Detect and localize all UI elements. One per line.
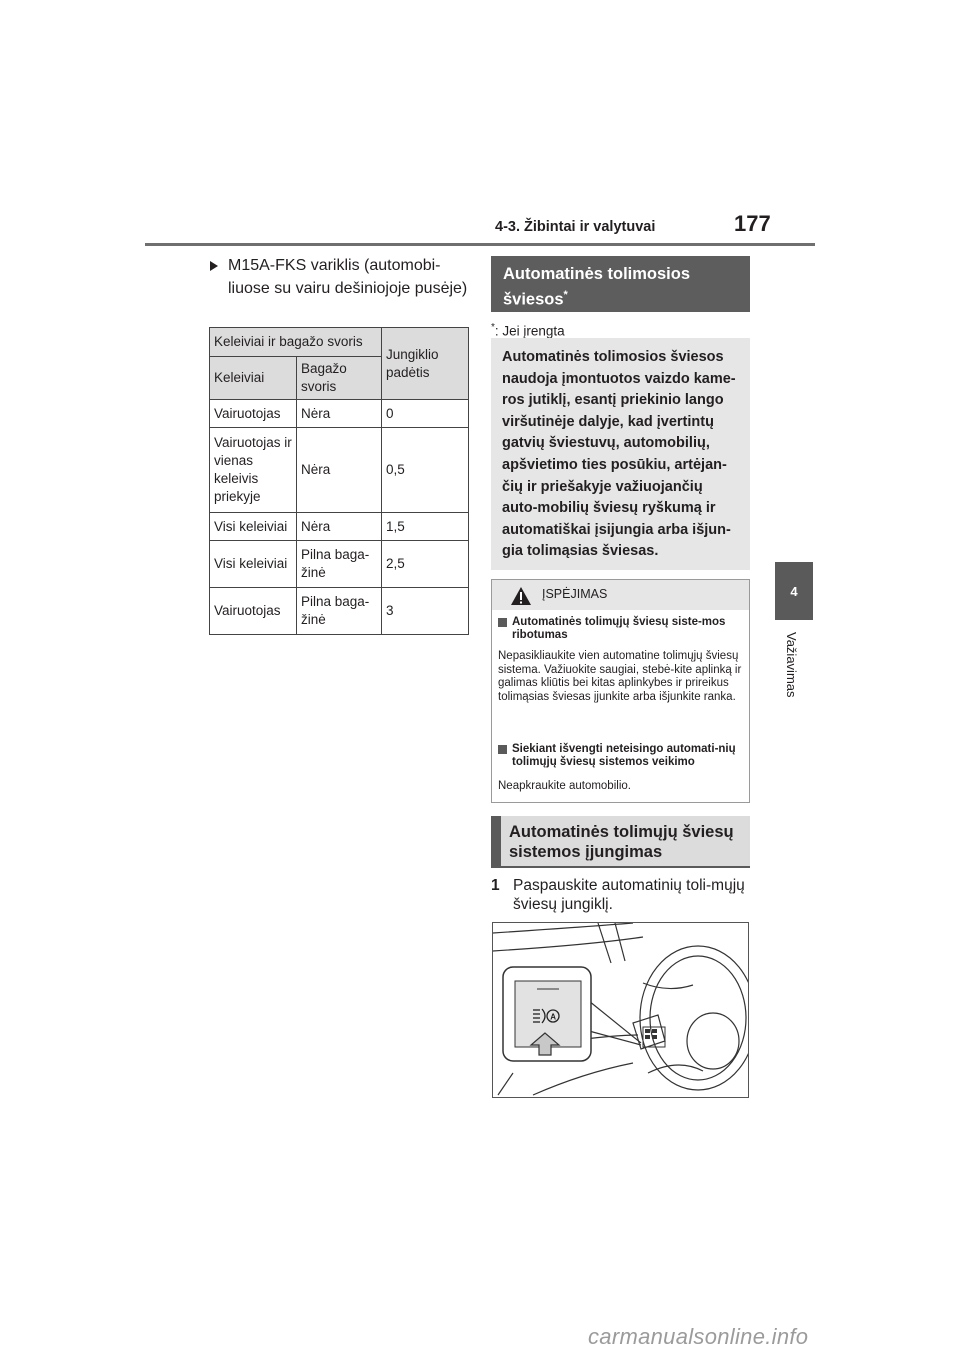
table-cell: 0 <box>382 400 469 428</box>
table-cell: 3 <box>382 588 469 635</box>
chapter-tab-number: 4 <box>790 584 798 599</box>
warning-text: Nepasikliaukite vien automatine tolimųjų šviesų sistema. Važiuokite saugiai, stebė-kite aplinką ir galimas kliūtis bei kitas aplinkybes ir prireikus tolimąsias šviesas įjunkite arba išjunkite ranka. <box>498 650 742 703</box>
table-row <box>210 400 469 428</box>
summary-box: Automatinės tolimosios šviesos naudoja įmontuotos vaizdo kame-ros jutiklį, esantį priekinio lango viršutinėje dalyje, kad įvertintų gatvių šviestuvų, automobilių, apšvietimo ties posūkiu, artėjan-čių ir priešakyje važiuojančių auto-mobilių šviesų ryškumą ir automatiškai įsijungia arba išjun-gia tolimąsias šviesas. <box>491 338 750 570</box>
heading-text: Automatinės tolimosios šviesos <box>503 265 691 309</box>
table-row <box>210 588 469 635</box>
table-cell: Vairuotojas ir vienas keleivis priekyje <box>210 428 297 513</box>
table-cell: Pilna baga-žinė <box>297 588 382 635</box>
table-header-luggage: Bagažo svoris <box>297 357 382 400</box>
watermark: carmanualsonline.info <box>588 1324 809 1349</box>
warning-subheading: Automatinės tolimųjų šviesų siste-mos ribotumas <box>498 616 738 642</box>
table-row <box>210 428 469 513</box>
load-switch-table <box>209 327 469 635</box>
page-number: 177 <box>734 211 771 236</box>
table-cell: Visi keleiviai <box>210 541 297 588</box>
footnote-text: : Jei įrengta <box>494 323 565 339</box>
bullet-text: M15A-FKS variklis (automobi-liuose su vairu dešiniojoje pusėje) <box>228 257 468 297</box>
dashboard-switch-illustration <box>492 922 749 1098</box>
table-header-passengers: Keleiviai <box>210 357 297 400</box>
warning-box <box>491 579 750 803</box>
warning-title: ĮSPĖJIMAS <box>542 587 608 601</box>
section-title: 4-3. Žibintai ir valytuvai <box>495 219 656 235</box>
footnote <box>491 322 565 339</box>
header-rule <box>145 243 815 246</box>
step-text: Paspauskite automatinių toli-mųjų šviesų jungiklį. <box>513 877 745 913</box>
table-row <box>210 513 469 541</box>
footnote-mark: * <box>563 289 568 301</box>
switch-location-drawing <box>493 923 748 1097</box>
warning-subheading: Siekiant išvengti neteisingo automati-nių tolimųjų šviesų sistemos veikimo <box>498 743 738 769</box>
heading-auto-high-beam <box>491 256 750 312</box>
heading-system-activation: Automatinės tolimųjų šviesų sistemos įjungimas <box>491 816 750 868</box>
table-cell: Pilna baga-žinė <box>297 541 382 588</box>
footnote-mark: * <box>491 322 495 333</box>
table-cell: Visi keleiviai <box>210 513 297 541</box>
table-cell: Nėra <box>297 513 382 541</box>
table-cell: 0,5 <box>382 428 469 513</box>
table-row <box>210 541 469 588</box>
table-header-switch: Jungiklio padėtis <box>382 328 469 400</box>
table-header-group: Keleiviai ir bagažo svoris <box>210 328 382 357</box>
table-cell: Vairuotojas <box>210 400 297 428</box>
chapter-tab-label: Važiavimas <box>784 632 799 698</box>
bullet-item <box>210 254 470 300</box>
table-cell: 1,5 <box>382 513 469 541</box>
warning-text: Neapkraukite automobilio. <box>498 780 631 792</box>
square-bullet-icon <box>498 618 507 627</box>
triangle-bullet-icon <box>210 261 218 271</box>
step-item <box>491 876 751 914</box>
table-cell: Nėra <box>297 428 382 513</box>
warning-triangle-icon <box>510 586 532 606</box>
step-number: 1 <box>491 877 500 894</box>
warning-header <box>492 580 749 610</box>
square-bullet-icon <box>498 745 507 754</box>
table-cell: Nėra <box>297 400 382 428</box>
table-cell: Vairuotojas <box>210 588 297 635</box>
table-cell: 2,5 <box>382 541 469 588</box>
svg-text:A: A <box>550 1012 556 1022</box>
